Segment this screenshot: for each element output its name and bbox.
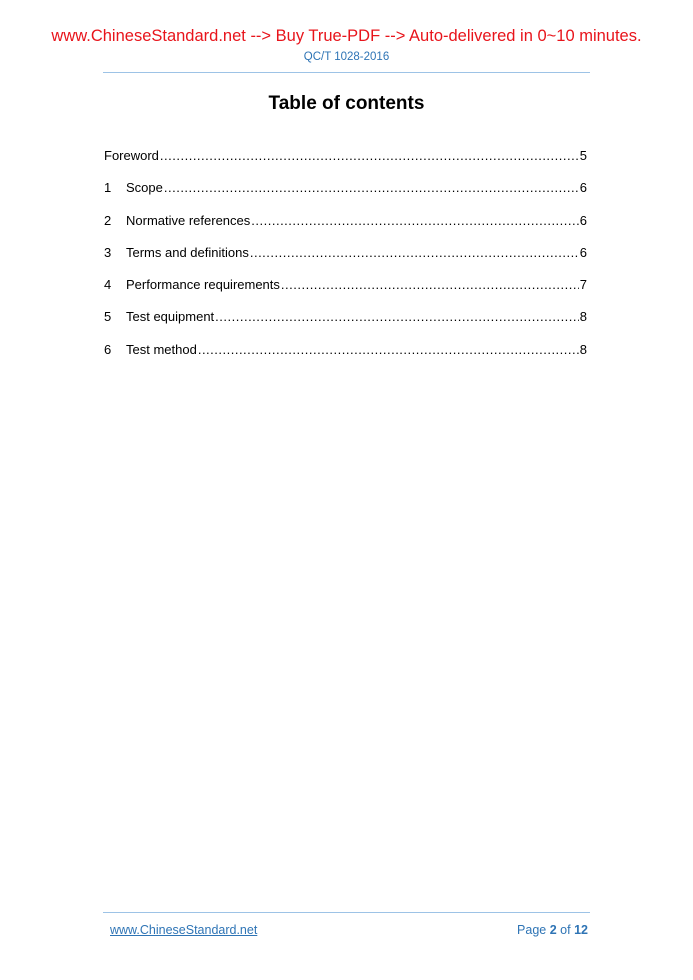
toc-entry-normative-references[interactable] bbox=[104, 211, 587, 243]
toc-dot-leader bbox=[198, 340, 579, 360]
toc-entry-page[interactable]: 6 bbox=[579, 180, 587, 196]
toc-dot-leader bbox=[251, 211, 578, 231]
toc-entry-page[interactable]: 7 bbox=[579, 277, 587, 293]
page-prefix: Page bbox=[517, 923, 547, 937]
toc-entry-number: 1 bbox=[104, 180, 112, 196]
header-banner[interactable]: www.ChineseStandard.net --> Buy True-PDF --> Auto-delivered in 0~10 minutes. bbox=[51, 27, 642, 45]
toc-dot-leader bbox=[281, 275, 579, 295]
toc-dot-leader bbox=[164, 178, 579, 198]
current-page-number: 2 bbox=[549, 923, 557, 937]
toc-dot-leader bbox=[250, 243, 579, 263]
toc-entry-page[interactable]: 8 bbox=[579, 341, 587, 357]
toc-entry-page[interactable]: 8 bbox=[579, 309, 587, 325]
toc-entry-page[interactable]: 6 bbox=[579, 212, 587, 228]
total-pages-number: 12 bbox=[574, 923, 588, 937]
toc-entry-label[interactable]: Foreword bbox=[104, 148, 159, 163]
toc-entry-test-equipment[interactable] bbox=[104, 307, 587, 339]
toc-entry-performance-requirements[interactable] bbox=[104, 275, 587, 307]
toc-entry-page[interactable]: 6 bbox=[579, 244, 587, 260]
toc-dot-leader bbox=[215, 307, 579, 327]
toc-entry-label[interactable]: Test equipment bbox=[126, 309, 215, 325]
page-indicator bbox=[517, 923, 588, 937]
footer-website-link[interactable]: www.ChineseStandard.net bbox=[110, 923, 258, 937]
toc-entry-test-method[interactable] bbox=[104, 340, 587, 372]
standard-code: QC/T 1028-2016 bbox=[303, 51, 390, 63]
footer-divider bbox=[103, 912, 590, 913]
toc-entry-foreword[interactable] bbox=[104, 146, 587, 178]
header-divider bbox=[103, 72, 590, 73]
toc-dot-leader bbox=[160, 146, 579, 166]
toc-entry-scope[interactable] bbox=[104, 178, 587, 210]
page-separator: of bbox=[560, 923, 571, 937]
toc-entry-number: 3 bbox=[104, 244, 112, 260]
toc-entry-terms-and-definitions[interactable] bbox=[104, 243, 587, 275]
toc-entry-number: 4 bbox=[104, 277, 112, 293]
toc-entry-label[interactable]: Test method bbox=[126, 341, 197, 357]
toc-entry-label[interactable]: Performance requirements bbox=[126, 277, 280, 293]
toc-entry-label[interactable]: Scope bbox=[126, 180, 163, 196]
toc-entry-number: 5 bbox=[104, 309, 112, 325]
toc-entry-label[interactable]: Terms and definitions bbox=[126, 244, 249, 260]
toc-title: Table of contents bbox=[268, 93, 425, 114]
toc-entry-label[interactable]: Normative references bbox=[126, 212, 251, 228]
toc-entry-number: 2 bbox=[104, 212, 112, 228]
toc-list bbox=[104, 146, 587, 372]
toc-entry-page[interactable]: 5 bbox=[579, 148, 587, 163]
toc-entry-number: 6 bbox=[104, 341, 112, 357]
